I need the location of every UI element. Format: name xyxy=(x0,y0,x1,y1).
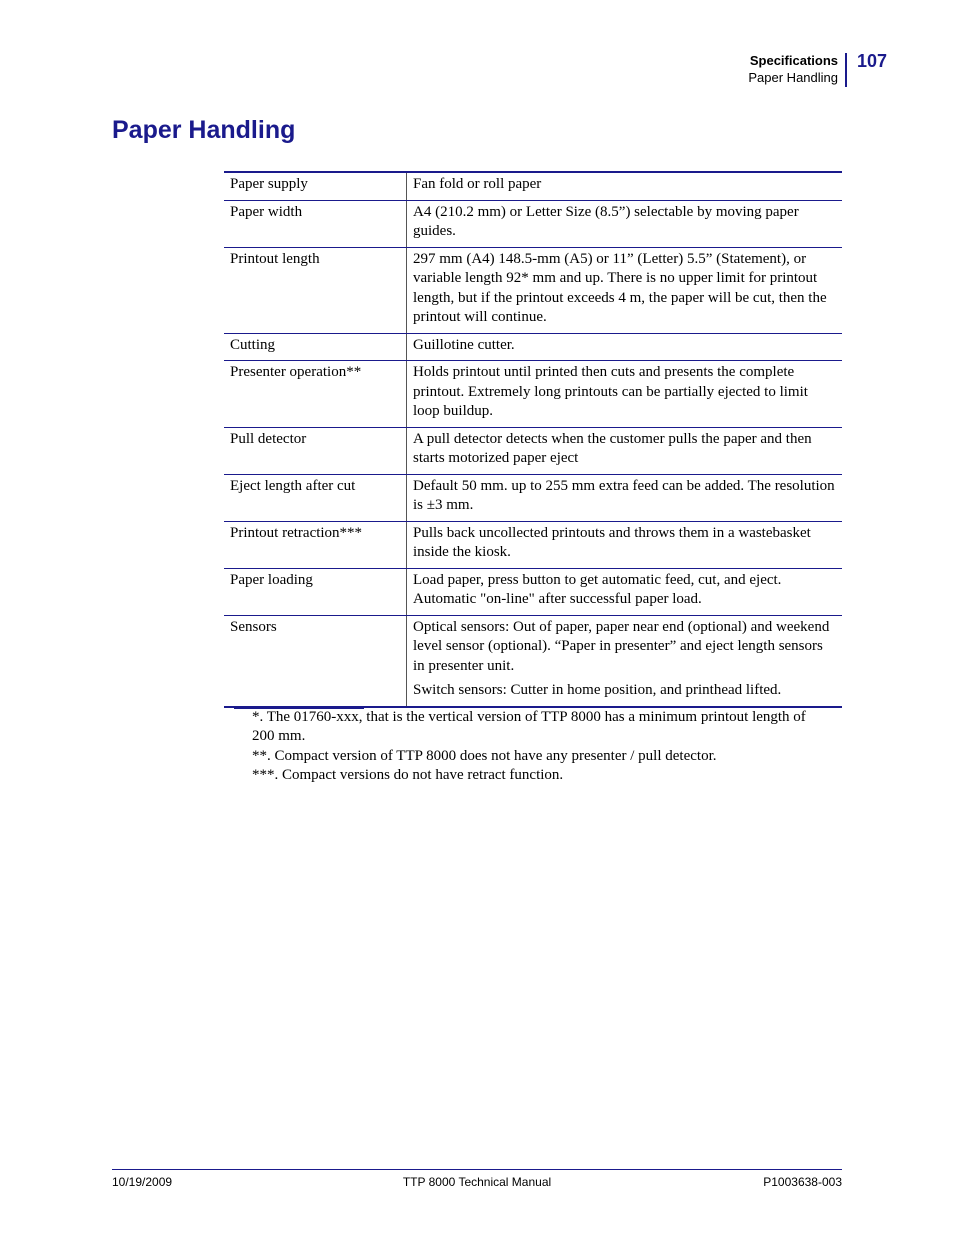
spec-row xyxy=(224,172,842,200)
spec-label: Sensors xyxy=(224,615,407,707)
spec-label: Pull detector xyxy=(224,427,407,474)
spec-value-paragraph: Fan fold or roll paper xyxy=(413,176,542,192)
spec-value-paragraph: Guillotine cutter. xyxy=(413,336,515,353)
spec-value-paragraph: A pull detector detects when the customer pulls the paper and then starts motorized paper eject xyxy=(413,430,812,466)
header-divider xyxy=(845,53,847,87)
spec-row xyxy=(224,521,842,568)
spec-value-paragraph: Load paper, press button to get automatic feed, cut, and eject. Automatic "on-line" after successful paper load. xyxy=(413,571,782,607)
spec-row xyxy=(224,568,842,615)
spec-label: Cutting xyxy=(224,333,407,361)
spec-value xyxy=(407,427,843,474)
footer-doc-number: P1003638-003 xyxy=(763,1175,842,1189)
spec-label: Presenter operation** xyxy=(224,361,407,428)
header-subsection: Paper Handling xyxy=(748,70,838,85)
footer-divider xyxy=(112,1169,842,1170)
spec-table xyxy=(224,171,842,708)
page-title: Paper Handling xyxy=(112,116,296,144)
running-header xyxy=(748,52,838,86)
footnote: ***. Compact versions do not have retract function. xyxy=(252,766,564,783)
spec-value xyxy=(407,333,843,361)
spec-label: Paper width xyxy=(224,200,407,247)
spec-value-paragraph: 297 mm (A4) 148.5-mm (A5) or 11” (Letter) 5.5” (Statement), or variable length 92* mm and up. There is no upper limit for printout length, but if the printout exceeds 4 m, the paper will be cut, then the printout will continue. xyxy=(413,250,827,325)
footer-manual-title: TTP 8000 Technical Manual xyxy=(402,1175,552,1189)
spec-row xyxy=(224,474,842,521)
spec-value-paragraph: Default 50 mm. up to 255 mm extra feed can be added. The resolution is ±3 mm. xyxy=(413,477,835,513)
spec-value-paragraph: Pulls back uncollected printouts and throws them in a wastebasket inside the kiosk. xyxy=(413,524,811,560)
footnote: **. Compact version of TTP 8000 does not have any presenter / pull detector. xyxy=(252,747,717,764)
page-number: 107 xyxy=(857,51,888,71)
spec-label: Paper loading xyxy=(224,568,407,615)
footnotes xyxy=(252,708,822,785)
spec-value xyxy=(407,521,843,568)
spec-label: Printout length xyxy=(224,247,407,333)
header-section: Specifications xyxy=(749,53,838,68)
spec-value xyxy=(407,568,843,615)
spec-label: Printout retraction*** xyxy=(224,521,407,568)
spec-value xyxy=(407,615,843,707)
footnote: *. The 01760-xxx, that is the vertical version of TTP 8000 has a minimum printout length of 200 mm. xyxy=(252,709,806,745)
spec-value xyxy=(407,361,843,428)
spec-label: Eject length after cut xyxy=(224,474,407,521)
footer-date: 10/19/2009 xyxy=(112,1175,173,1189)
spec-value-paragraph: Optical sensors: Out of paper, paper near end (optional) and weekend level sensor (optional). “Paper in presenter” and eject length sensors in presenter unit. xyxy=(413,618,830,674)
spec-row xyxy=(224,247,842,333)
spec-row xyxy=(224,615,842,707)
spec-row xyxy=(224,361,842,428)
spec-row xyxy=(224,200,842,247)
spec-value-paragraph: Switch sensors: Cutter in home position, and printhead lifted. xyxy=(413,682,782,698)
spec-row xyxy=(224,427,842,474)
spec-value xyxy=(407,474,843,521)
spec-value-paragraph: A4 (210.2 mm) or Letter Size (8.5”) selectable by moving paper guides. xyxy=(413,203,799,239)
spec-row xyxy=(224,333,842,361)
spec-value xyxy=(407,247,843,333)
spec-value-paragraph: Holds printout until printed then cuts and presents the complete printout. Extremely long printouts can be partially ejected to limit loop buildup. xyxy=(413,364,808,419)
spec-value xyxy=(407,172,843,200)
spec-label: Paper supply xyxy=(224,172,407,200)
spec-value xyxy=(407,200,843,247)
spec-table-body xyxy=(224,172,842,707)
